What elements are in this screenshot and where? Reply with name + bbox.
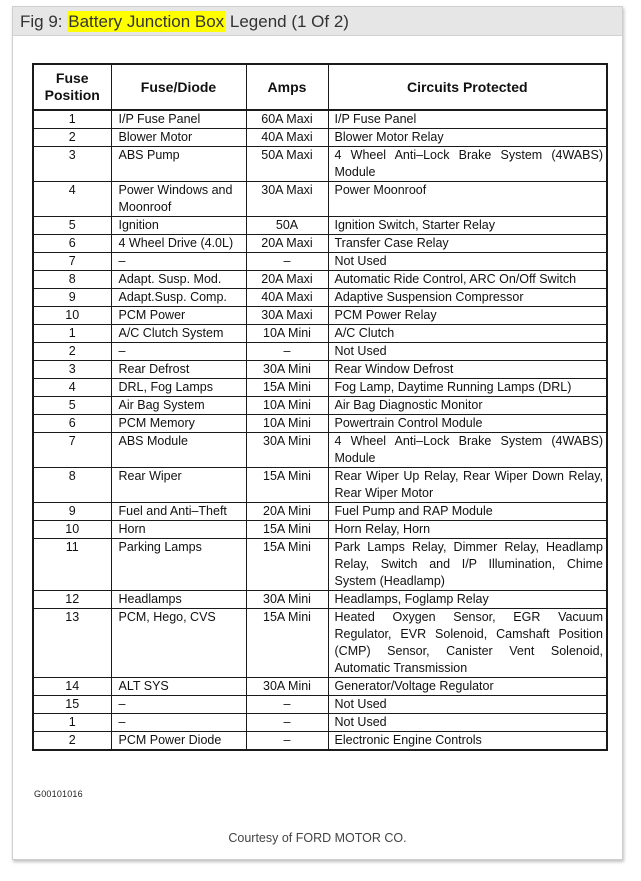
fuse-diode-cell: –	[111, 253, 246, 271]
table-row	[33, 253, 607, 271]
table-row	[33, 433, 607, 468]
fuse-position-cell: 8	[33, 271, 111, 289]
circuits-protected-cell: Rear Window Defrost	[328, 361, 607, 379]
fuse-diode-cell: ABS Module	[111, 433, 246, 468]
fuse-position-cell: 10	[33, 521, 111, 539]
fuse-position-cell: 8	[33, 468, 111, 503]
fuse-position-cell: 1	[33, 325, 111, 343]
table-row	[33, 732, 607, 751]
fuse-diode-cell: Headlamps	[111, 591, 246, 609]
courtesy-credit: Courtesy of FORD MOTOR CO.	[228, 831, 407, 845]
amps-cell: 15A Mini	[246, 521, 328, 539]
fuse-diode-cell: 4 Wheel Drive (4.0L)	[111, 235, 246, 253]
fuse-position-cell: 7	[33, 433, 111, 468]
header-fuse-diode: Fuse/Diode	[111, 64, 246, 110]
title-suffix: Legend (1 Of 2)	[225, 12, 349, 31]
fuse-position-cell: 13	[33, 609, 111, 678]
circuits-protected-cell: Not Used	[328, 253, 607, 271]
amps-cell: 15A Mini	[246, 379, 328, 397]
circuits-protected-cell: Adaptive Suspension Compressor	[328, 289, 607, 307]
circuits-protected-cell: Headlamps, Foglamp Relay	[328, 591, 607, 609]
fuse-diode-cell: Rear Wiper	[111, 468, 246, 503]
amps-cell: –	[246, 343, 328, 361]
fuse-diode-cell: Parking Lamps	[111, 539, 246, 591]
circuits-protected-cell: Fuel Pump and RAP Module	[328, 503, 607, 521]
circuits-protected-cell: 4 Wheel Anti–Lock Brake System (4WABS) Module	[328, 147, 607, 182]
amps-cell: –	[246, 714, 328, 732]
amps-cell: 15A Mini	[246, 609, 328, 678]
header-amps: Amps	[246, 64, 328, 110]
title-highlight: Battery Junction Box	[68, 12, 225, 31]
fuse-position-cell: 3	[33, 147, 111, 182]
circuits-protected-cell: Power Moonroof	[328, 182, 607, 217]
table-row	[33, 521, 607, 539]
fuse-position-cell: 12	[33, 591, 111, 609]
amps-cell: 15A Mini	[246, 468, 328, 503]
circuits-protected-cell: 4 Wheel Anti–Lock Brake System (4WABS) Module	[328, 433, 607, 468]
circuits-protected-cell: Air Bag Diagnostic Monitor	[328, 397, 607, 415]
table-row	[33, 591, 607, 609]
table-row	[33, 678, 607, 696]
fuse-diode-cell: ABS Pump	[111, 147, 246, 182]
amps-cell: 30A Mini	[246, 361, 328, 379]
fuse-diode-cell: Blower Motor	[111, 129, 246, 147]
fuse-diode-cell: Adapt.Susp. Comp.	[111, 289, 246, 307]
table-row	[33, 289, 607, 307]
circuits-protected-cell: Rear Wiper Up Relay, Rear Wiper Down Relay, Rear Wiper Motor	[328, 468, 607, 503]
circuits-protected-cell: I/P Fuse Panel	[328, 110, 607, 129]
fuse-diode-cell: Ignition	[111, 217, 246, 235]
table-row	[33, 415, 607, 433]
fuse-position-cell: 1	[33, 714, 111, 732]
circuits-protected-cell: A/C Clutch	[328, 325, 607, 343]
fuse-position-cell: 7	[33, 253, 111, 271]
table-row	[33, 217, 607, 235]
fuse-diode-cell: –	[111, 696, 246, 714]
table-row	[33, 343, 607, 361]
fuse-diode-cell: PCM Power	[111, 307, 246, 325]
table-row	[33, 609, 607, 678]
fuse-position-cell: 9	[33, 503, 111, 521]
fuse-diode-cell: –	[111, 343, 246, 361]
circuits-protected-cell: Park Lamps Relay, Dimmer Relay, Headlamp Relay, Switch and I/P Illumination, Chime System (Headlamp)	[328, 539, 607, 591]
amps-cell: 20A Maxi	[246, 235, 328, 253]
table-row	[33, 397, 607, 415]
figure-frame	[12, 6, 623, 860]
fuse-diode-cell: Power Windows and Moonroof	[111, 182, 246, 217]
amps-cell: 40A Maxi	[246, 289, 328, 307]
circuits-protected-cell: Ignition Switch, Starter Relay	[328, 217, 607, 235]
amps-cell: –	[246, 732, 328, 751]
amps-cell: –	[246, 696, 328, 714]
circuits-protected-cell: Not Used	[328, 343, 607, 361]
fuse-position-cell: 4	[33, 379, 111, 397]
circuits-protected-cell: Powertrain Control Module	[328, 415, 607, 433]
fuse-position-cell: 5	[33, 397, 111, 415]
amps-cell: 60A Maxi	[246, 110, 328, 129]
table-row	[33, 325, 607, 343]
circuits-protected-cell: PCM Power Relay	[328, 307, 607, 325]
amps-cell: 20A Maxi	[246, 271, 328, 289]
fuse-position-cell: 4	[33, 182, 111, 217]
circuits-protected-cell: Heated Oxygen Sensor, EGR Vacuum Regulator, EVR Solenoid, Camshaft Position (CMP) Sensor, Canister Vent Solenoid, Automatic Transmission	[328, 609, 607, 678]
circuits-protected-cell: Blower Motor Relay	[328, 129, 607, 147]
fuse-position-cell: 3	[33, 361, 111, 379]
fuse-position-cell: 1	[33, 110, 111, 129]
table-row	[33, 147, 607, 182]
fuse-position-cell: 6	[33, 235, 111, 253]
amps-cell: 30A Maxi	[246, 307, 328, 325]
fuse-position-cell: 15	[33, 696, 111, 714]
fuse-diode-cell: Rear Defrost	[111, 361, 246, 379]
circuits-protected-cell: Generator/Voltage Regulator	[328, 678, 607, 696]
header-fuse-position: Fuse Position	[33, 64, 111, 110]
fuse-diode-cell: I/P Fuse Panel	[111, 110, 246, 129]
circuits-protected-cell: Fog Lamp, Daytime Running Lamps (DRL)	[328, 379, 607, 397]
fuse-diode-cell: PCM Memory	[111, 415, 246, 433]
amps-cell: 40A Maxi	[246, 129, 328, 147]
amps-cell: 15A Mini	[246, 539, 328, 591]
table-row	[33, 714, 607, 732]
fuse-position-cell: 2	[33, 129, 111, 147]
fuse-legend-table	[32, 63, 608, 751]
fuse-diode-cell: A/C Clutch System	[111, 325, 246, 343]
table-row	[33, 129, 607, 147]
amps-cell: 10A Mini	[246, 397, 328, 415]
fuse-diode-cell: Adapt. Susp. Mod.	[111, 271, 246, 289]
amps-cell: 50A	[246, 217, 328, 235]
fuse-diode-cell: –	[111, 714, 246, 732]
table-row	[33, 182, 607, 217]
amps-cell: 10A Mini	[246, 325, 328, 343]
circuits-protected-cell: Electronic Engine Controls	[328, 732, 607, 751]
figure-title	[13, 7, 622, 36]
table-row	[33, 307, 607, 325]
fuse-position-cell: 11	[33, 539, 111, 591]
title-prefix: Fig 9:	[20, 12, 68, 31]
fuse-diode-cell: ALT SYS	[111, 678, 246, 696]
fuse-position-cell: 6	[33, 415, 111, 433]
table-row	[33, 468, 607, 503]
table-row	[33, 379, 607, 397]
table-row	[33, 235, 607, 253]
circuits-protected-cell: Not Used	[328, 696, 607, 714]
fuse-position-cell: 2	[33, 732, 111, 751]
circuits-protected-cell: Transfer Case Relay	[328, 235, 607, 253]
fuse-position-cell: 2	[33, 343, 111, 361]
fuse-position-cell: 14	[33, 678, 111, 696]
table-row	[33, 696, 607, 714]
fuse-position-cell: 10	[33, 307, 111, 325]
circuits-protected-cell: Automatic Ride Control, ARC On/Off Switch	[328, 271, 607, 289]
table-row	[33, 110, 607, 129]
amps-cell: 20A Mini	[246, 503, 328, 521]
table-body	[33, 110, 607, 750]
amps-cell: 30A Mini	[246, 433, 328, 468]
header-circuits-protected: Circuits Protected	[328, 64, 607, 110]
fuse-position-cell: 9	[33, 289, 111, 307]
table-header-row	[33, 64, 607, 110]
table-row	[33, 503, 607, 521]
fuse-diode-cell: DRL, Fog Lamps	[111, 379, 246, 397]
amps-cell: –	[246, 253, 328, 271]
fuse-diode-cell: PCM, Hego, CVS	[111, 609, 246, 678]
fuse-diode-cell: Horn	[111, 521, 246, 539]
fuse-position-cell: 5	[33, 217, 111, 235]
circuits-protected-cell: Not Used	[328, 714, 607, 732]
amps-cell: 10A Mini	[246, 415, 328, 433]
amps-cell: 30A Maxi	[246, 182, 328, 217]
table-row	[33, 271, 607, 289]
fuse-diode-cell: Fuel and Anti–Theft	[111, 503, 246, 521]
amps-cell: 50A Maxi	[246, 147, 328, 182]
fuse-diode-cell: PCM Power Diode	[111, 732, 246, 751]
table-row	[33, 361, 607, 379]
figure-code: G00101016	[34, 789, 83, 799]
amps-cell: 30A Mini	[246, 591, 328, 609]
amps-cell: 30A Mini	[246, 678, 328, 696]
fuse-diode-cell: Air Bag System	[111, 397, 246, 415]
circuits-protected-cell: Horn Relay, Horn	[328, 521, 607, 539]
table-row	[33, 539, 607, 591]
